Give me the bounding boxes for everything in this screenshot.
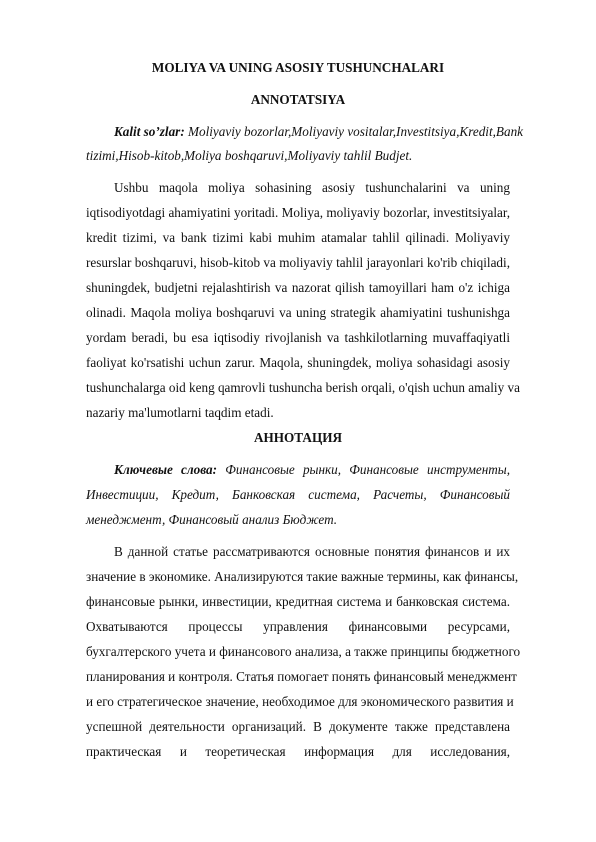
ru-keywords-line-1 xyxy=(114,462,510,478)
ru-abstract-line: Охватываются процессы управления финансовыми ресурсами, xyxy=(86,619,510,634)
uz-abstract-line: tushunchalarga oid keng qamrovli tushuncha berish orqali, o'qish uchun amaliy va xyxy=(86,380,520,395)
uz-keywords-label: Kalit so’zlar: xyxy=(114,124,185,139)
uz-keywords-line-2: tizimi,Hisob-kitob,Moliya boshqaruvi,Moliyaviy tahlil Budjet. xyxy=(86,148,413,163)
uz-abstract-line: resurslar boshqaruvi, hisob-kitob va moliyaviy tahlil jarayonlari ko'rib chiqiladi, xyxy=(86,255,510,270)
ru-keywords-line-3: менеджмент, Финансовый анализ Бюджет. xyxy=(86,512,338,527)
ru-abstract-line: планирования и контроля. Статья помогает понять финансовый менеджмент xyxy=(86,669,517,684)
ru-keywords-line-2: Инвестиции, Кредит, Банковская система, Расчеты, Финансовый xyxy=(86,487,510,502)
ru-abstract-line: финансовые рынки, инвестиции, кредитная система и банковская система. xyxy=(86,594,510,609)
uz-abstract-line: iqtisodiyotdagi ahamiyatini yoritadi. Moliya, moliyaviy bozorlar, investitsiyalar, xyxy=(86,205,510,220)
ru-abstract-line: бухгалтерского учета и финансового анализа, а также принципы бюджетного xyxy=(86,644,521,659)
ru-abstract-line: практическая и теоретическая информация для исследования, xyxy=(86,744,510,759)
uz-annotation-heading: ANNOTATSIYA xyxy=(250,92,346,107)
uz-abstract-line: shuningdek, budjetni rejalashtirish va nazorat qilish tamoyillari ham o'z ichiga xyxy=(86,280,510,295)
uz-abstract-line: kredit tizimi, va bank tizimi kabi muhim atamalar tahlil qilinadi. Moliyaviy xyxy=(86,230,510,245)
ru-abstract-line: В данной статье рассматриваются основные понятия финансов и их xyxy=(114,544,510,559)
ru-keywords-text-1: Финансовые рынки, Финансовые инструменты, xyxy=(217,462,511,477)
uz-abstract-line: faoliyat ko'rsatishi uchun zarur. Maqola, shuningdek, moliya sohasidagi asosiy xyxy=(86,355,510,370)
uz-keywords-line-1 xyxy=(114,124,524,140)
uz-abstract-line: olinadi. Maqola moliya boshqaruvi va uning strategik ahamiyatini tushunishga xyxy=(86,305,510,320)
uz-abstract-line: Ushbu maqola moliya sohasining asosiy tushunchalarini va uning xyxy=(114,180,510,195)
ru-keywords-label: Ключевые слова: xyxy=(114,462,218,477)
ru-abstract-line: успешной деятельности организаций. В документе также представлена xyxy=(86,719,510,734)
uz-abstract-line: yordam beradi, bu esa iqtisodiy rivojlanish va tashkilotlarning muvaffaqiyatli xyxy=(86,330,510,345)
ru-abstract-line: и его стратегическое значение, необходимое для экономического развития и xyxy=(86,694,514,709)
ru-abstract-line: значение в экономике. Анализируются такие важные термины, как финансы, xyxy=(86,569,519,584)
document-title: MOLIYA VA UNING ASOSIY TUSHUNCHALARI xyxy=(151,60,445,75)
uz-keywords-text-1: Moliyaviy bozorlar,Moliyaviy vositalar,Investitsiya,Kredit,Bank xyxy=(184,124,524,139)
uz-abstract-line: nazariy ma'lumotlarni taqdim etadi. xyxy=(86,405,274,420)
ru-annotation-heading: АННОТАЦИЯ xyxy=(254,430,342,445)
